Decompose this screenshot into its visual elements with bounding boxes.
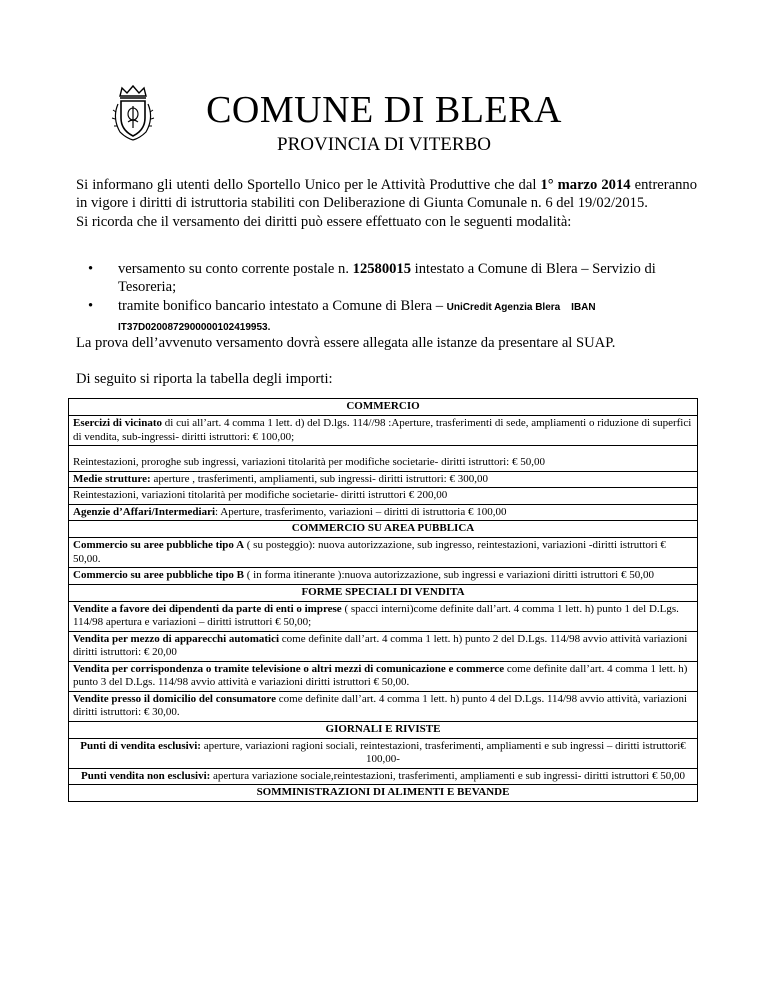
intro-text-continued: entreranno in vigore i diritti di istruttoria stabiliti con Deliberazione di Giunta Comunale n. 6 del 19/02/2015. [76,177,698,212]
fee-description: come definite dall’art. 4 comma 1 lett. h) punto 4 del D.Lgs. 114/98 avvio attività, variazioni diritti istruttori: € 30,00. [73,692,688,718]
fee-description: di cui all’art. 4 comma 1 lett. d) del D.lgs. 114//98 :Aperture, trasferimenti di sede, ampliamenti o riduzione di superfici di vendita, sub-ingressi- diritti istruttori: € 100,00; [73,417,692,443]
fee-description: ( su posteggio): nuova autorizzazione, sub ingresso, reintestazioni, variazioni -diritti istruttori € 50,00. [73,539,666,565]
fee-description: aperture, variazioni ragioni sociali, reintestazioni, trasferimenti, ampliamenti e sub ingressi – diritti istruttori€ 100,00- [200,739,686,765]
section-header-row [69,399,698,416]
fee-cell [69,504,698,521]
table-row [69,446,698,472]
table-row [69,691,698,721]
fee-category: Agenzie d’Affari/Intermediari [73,505,216,518]
fee-description: Reintestazioni, proroghe sub ingressi, variazioni titolarità per modifiche societarie- diritti istruttori: € 50,00 [73,456,545,468]
table-row [69,416,698,446]
table-row [69,631,698,661]
table-row [69,568,698,585]
fee-category: Vendita per mezzo di apparecchi automatici [73,632,280,645]
table-row [69,601,698,631]
fee-description: ( in forma itinerante ):nuova autorizzazione, sub ingressi e variazioni diritti istruttori € 50,00 [244,569,654,581]
section-header-row [69,785,698,802]
table-row [69,504,698,521]
fee-cell [69,538,698,568]
payment-intro: Si ricorda che il versamento dei diritti può essere effettuato con le seguenti modalità: [76,213,572,230]
iban-label: IBAN [571,301,596,313]
list-item [88,260,697,297]
section-heading: SOMMINISTRAZIONI DI ALIMENTI E BEVANDE [69,785,698,802]
iban-code: IT37D0200872900000102419953. [118,322,271,334]
table-row [69,538,698,568]
fee-category: Commercio su aree pubbliche tipo A [73,539,245,551]
fee-cell [69,631,698,661]
fee-cell [69,568,698,585]
section-header-row [69,521,698,538]
table-row [69,738,698,768]
fee-cell [69,738,698,768]
fee-cell [69,471,698,488]
payment-text: tramite bonifico bancario intestato a Comune di Blera – [118,297,447,314]
fee-description: Reintestazioni, variazioni titolarità per modifiche societarie- diritti istruttori € 200,00 [73,489,448,501]
fee-description: : Aperture, trasferimento, variazioni – diritti di istruttoria € 100,00 [215,505,507,518]
section-header-row [69,584,698,601]
fee-cell [69,661,698,691]
page-title: COMUNE DI BLERA [206,89,562,131]
fee-category: Punti vendita non esclusivi: [81,769,211,782]
fee-category: Vendite a favore dei dipendenti da parte di enti o imprese [73,602,342,615]
fee-description: aperture , trasferimenti, ampliamenti, sub ingressi- diritti istruttori: € 300,00 [150,472,488,485]
fee-cell [69,768,698,785]
fee-description: apertura variazione sociale,reintestazioni, trasferimenti, ampliamenti e sub ingressi- diritti istruttori € 50,00 [210,769,685,782]
section-heading: GIORNALI E RIVISTE [69,721,698,738]
fee-cell [69,446,698,472]
intro-paragraph [76,176,697,231]
fee-category: Vendita per corrispondenza o tramite televisione o altri mezzi di comunicazione e commerce [73,662,505,675]
fee-category: Commercio su aree pubbliche tipo B [73,569,245,581]
bullet-icon: • [88,261,94,277]
payment-methods-list [88,260,697,338]
proof-of-payment-note: La prova dell’avvenuto versamento dovrà essere allegata alle istanze da presentare al SUAP. [76,335,616,351]
fee-description: come definite dall’art. 4 comma 1 lett. h) punto 2 del D.Lgs. 114/98 avvio attività variazioni diritti istruttori: € 20,00 [73,632,688,658]
intro-notice [76,176,697,213]
section-header-row [69,721,698,738]
page-subtitle: PROVINCIA DI VITERBO [277,134,491,155]
payment-text: versamento su conto corrente postale n. [118,261,353,277]
section-heading: COMMERCIO [69,399,698,416]
fee-category: Vendite presso il domicilio del consumatore [73,692,276,705]
fee-description: come definite dall’art. 4 comma 1 lett. h) punto 3 del D.Lgs. 114/98 avvio attività e variazioni diritti istruttori € 50,00. [73,662,688,688]
intro-text: Si informano gli utenti dello Sportello Unico per le Attività Produttive che dal [76,177,541,193]
fee-category: Punti di vendita esclusivi: [80,739,201,752]
fee-description: ( spacci interni)come definite dall’art. 4 comma 1 lett. h) punto 1 del D.Lgs. 114/98 apertura e variazioni – diritti istruttori € 50,00; [73,602,679,628]
table-row [69,471,698,488]
bullet-icon: • [88,297,94,314]
table-row [69,661,698,691]
postal-account-number: 12580015 [352,261,412,277]
section-heading: COMMERCIO SU AREA PUBBLICA [69,521,698,538]
fee-cell [69,416,698,446]
fee-cell [69,601,698,631]
bank-name: UniCredit Agenzia Blera [446,301,561,313]
fee-cell [69,488,698,505]
fees-table [68,398,698,802]
table-row [69,768,698,785]
payment-text-continued: intestato a Comune di Blera – Servizio di Tesoreria; [118,261,656,296]
table-row [69,488,698,505]
list-item [88,297,697,338]
fee-category: Medie strutture: [73,472,151,485]
section-heading: FORME SPECIALI DI VENDITA [69,584,698,601]
fee-category: Esercizi di vicinato [73,417,163,429]
effective-date: 1° marzo 2014 [540,177,631,193]
table-caption: Di seguito si riporta la tabella degli importi: [76,371,333,387]
fee-cell [69,691,698,721]
